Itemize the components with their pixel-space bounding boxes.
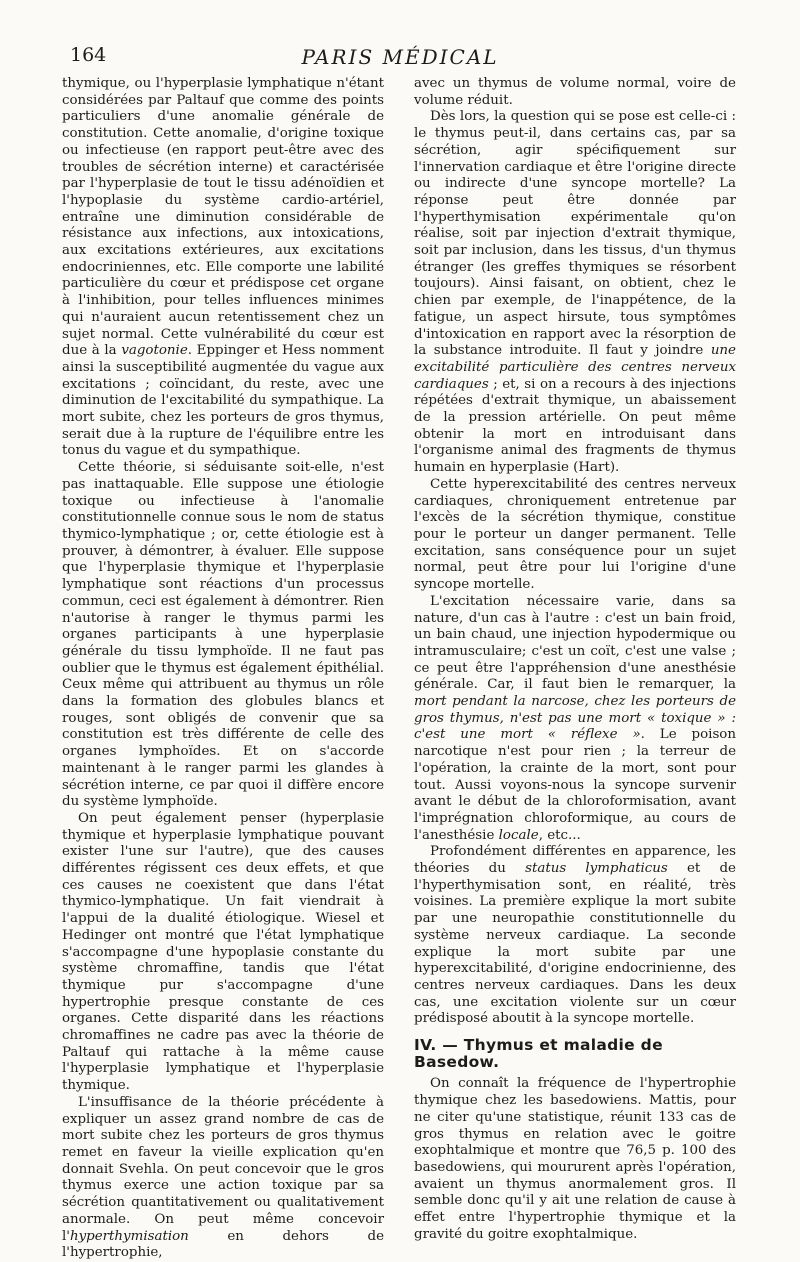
left-column [62, 76, 384, 1262]
page-header [62, 42, 738, 72]
paragraph: On connaît la fréquence de l'hypertrophie thymique chez les basedowiens. Mattis, pour ne citer qu'une statistique, réunit 133 cas de gros thymus en relation avec le goitre exophtalmique et montre que 76,5 p. 100 des basedowiens, qui moururent après l'opération, avaient un thymus anormalement gros. Il semble donc qu'il y ait une relation de cause à effet entre l'hypertrophie thymique et la gravité du goitre exophtalmique. [414, 1076, 736, 1242]
paragraph: thymique, ou l'hyperplasie lymphatique n'étant considérées par Paltauf que comme des points particuliers d'une anomalie générale de constitution. Cette anomalie, d'origine toxique ou infectieuse (en rapport peut-être avec des troubles de sécrétion interne) et caractérisée par l'hyperplasie de tout le tissu adénoïdien et l'hypoplasie du système cardio-artériel, entraîne une diminution considérable de résistance aux infections, aux intoxications, aux excitations extérieures, aux excitations endocriniennes, etc. Elle comporte une labilité particulière du cœur et prédispose cet organe à l'inhibition, pour telles influences minimes qui n'auraient aucun retentissement chez un sujet normal. Cette vulnérabilité du cœur est due à la vagotonie. Eppinger et Hess nomment ainsi la susceptibilité augmentée du vague aux excitations ; coïncidant, du reste, avec une diminution de l'excitabilité du sympathique. La mort subite, chez les porteurs de gros thymus, serait due à la rupture de l'équilibre entre les tonus du vague et du sympathique. [62, 76, 385, 459]
paragraph: On peut également penser (hyperplasie thymique et hyperplasie lymphatique pouvant exister l'une sur l'autre), que des causes différentes régissent ces deux effets, et que ces causes ne coexistent que dans l'état thymico-lymphatique. Un fait viendrait à l'appui de la dualité étiologique. Wiesel et Hedinger ont montré que l'état lymphatique s'accompagne d'une hypoplasie constante du système chromaffine, tandis que l'état thymique pur s'accompagne d'une hypertrophie presque constante de ces organes. Cette disparité dans les réactions chromaffines ne cadre pas avec la théorie de Paltauf qui rattache à la même cause l'hyperplasie lymphatique et l'hyperplasie thymique. [62, 810, 384, 1094]
paragraph: L'excitation nécessaire varie, dans sa nature, d'un cas à l'autre : c'est un bain froid, un bain chaud, une injection hypodermique ou intramusculaire; c'est un coït, c'est une valse ; ce peut être l'appréhension d'une anesthésie générale. Car, il faut bien le remarquer, la mort pendant la narcose, chez les porteurs de gros thymus, n'est pas une mort « toxique » : c'est une mort « réflexe ». Le poison narcotique n'est pour rien ; la terreur de l'opération, la crainte de la mort, sont pour tout. Aussi voyons-nous la syncope survenir avant le début de la chloroformisation, avant l'imprégnation chloroformique, au cours de l'anesthésie locale, etc... [414, 593, 736, 843]
journal-title: PARIS MÉDICAL [301, 45, 499, 69]
paragraph: Cette hyperexcitabilité des centres nerveux cardiaques, chroniquement entretenue par l'excès de la sécrétion thymique, constitue pour le porteur un danger permanent. Telle excitation, sans conséquence pour un sujet normal, peut être pour lui l'origine d'une syncope mortelle. [414, 476, 736, 593]
paragraph: Cette théorie, si séduisante soit-elle, n'est pas inattaquable. Elle suppose une étiologie toxique ou infectieuse à l'anomalie constitutionnelle connue sous le nom de status thymico-lymphatique ; or, cette étiologie est à prouver, à démontrer, à évaluer. Elle suppose que l'hyperplasie thymique et l'hyperplasie lymphatique sont réactions d'un processus commun, ceci est également à démontrer. Rien n'autorise à ranger le thymus parmi les organes participants à une hyperplasie générale du tissu lymphoïde. Il ne faut pas oublier que le thymus est également épithélial. Ceux même qui attribuent au thymus un rôle dans la formation des globules blancs et rouges, sont obligés de convenir que sa constitution est très différente de celle des organes lymphoïdes. Et on s'accorde maintenant à le ranger parmi les glandes à sécrétion interne, ce par quoi il diffère encore du système lymphoïde. [62, 460, 384, 810]
paragraph: avec un thymus de volume normal, voire de volume réduit. [414, 76, 736, 108]
section-heading: IV. — Thymus et maladie de Basedow. [414, 1036, 663, 1071]
paragraph: Profondément différentes en apparence, les théories du status lymphaticus et de l'hyperthymisation sont, en réalité, très voisines. La première explique la mort subite par une neuropathie constitutionnelle du système nerveux cardiaque. La seconde explique la mort subite par une hyperexcitabilité, d'origine endocrinienne, des centres nerveux cardiaques. Dans les deux cas, une excitation violente sur un cœur prédisposé aboutit à la syncope mortelle. [414, 844, 736, 1027]
page-number: 164 [70, 44, 107, 66]
paragraph: L'insuffisance de la théorie précédente à expliquer un assez grand nombre de cas de mort subite chez les porteurs de gros thymus remet en faveur la vieille explication qu'en donnait Svehla. On peut concevoir que le gros thymus exerce une action toxique par sa sécrétion quantitativement ou qualitativement anormale. On peut même concevoir l'hyperthymisation en dehors de l'hypertrophie, [62, 1094, 384, 1261]
right-column [414, 76, 736, 1244]
paragraph: Dès lors, la question qui se pose est celle-ci : le thymus peut-il, dans certains cas, par sa sécrétion, agir spécifiquement sur l'innervation cardiaque et être l'origine directe ou indirecte d'une syncope mortelle? La réponse peut être donnée par l'hyperthymisation expérimentale qu'on réalise, soit par injection d'extrait thymique, soit par inclusion, dans les tissus, d'un thymus étranger (les greffes thymiques se résorbent toujours). Ainsi faisant, on obtient, chez le chien par exemple, de l'inappétence, de la fatigue, un aspect hirsute, tous symptômes d'intoxication en rapport avec la résorption de la substance introduite. Il faut y joindre une excitabilité particulière des centres nerveux cardiaques ; et, si on a recours à des injections répétées d'extrait thymique, un abaissement de la pression artérielle. On peut même obtenir la mort en introduisant dans l'organisme animal des fragments de thymus humain en hyperplasie (Hart). [414, 109, 736, 476]
